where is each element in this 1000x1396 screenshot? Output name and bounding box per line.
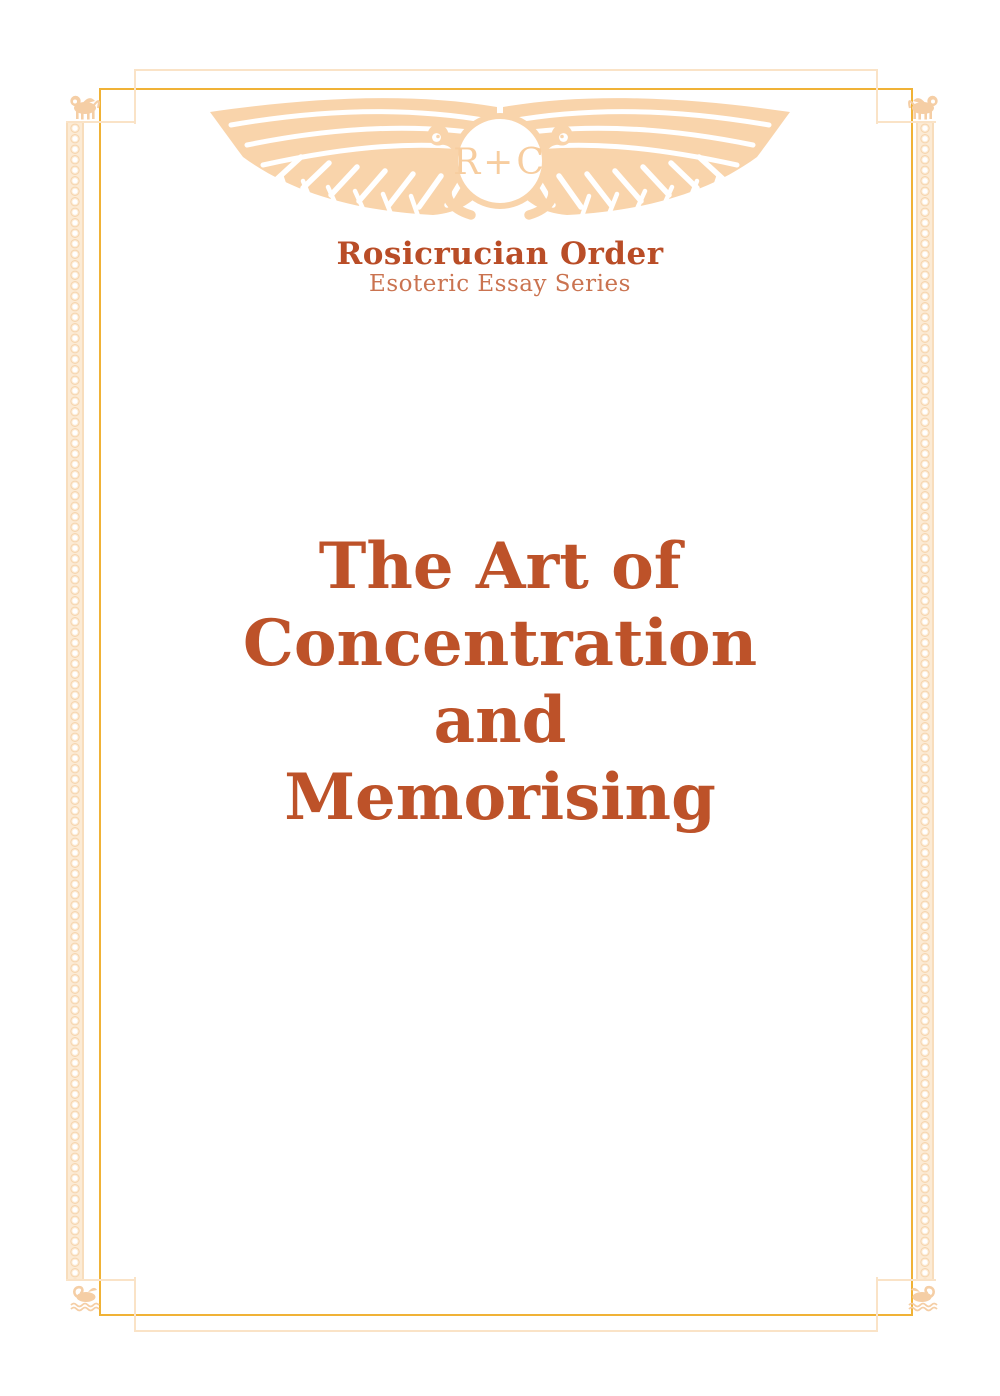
title-line: Concentration <box>242 606 758 681</box>
organization-name: Rosicrucian Order <box>336 236 664 272</box>
sphinx-motif-icon <box>68 91 102 121</box>
title-line: Memorising <box>284 760 716 835</box>
faint-corner-stub <box>134 1277 136 1332</box>
emblem-monogram: R+C <box>453 142 547 183</box>
swan-on-waves-motif-icon <box>68 1282 102 1312</box>
faint-corner-connector <box>66 1279 136 1281</box>
faint-top-rule <box>134 69 878 71</box>
winged-sun-disc-with-twin-serpents-icon <box>205 95 795 229</box>
essay-title <box>0 528 1000 836</box>
faint-corner-connector <box>876 1279 936 1281</box>
faint-corner-stub <box>876 69 878 124</box>
faint-corner-stub <box>876 1277 878 1332</box>
sphinx-motif-icon <box>906 91 940 121</box>
faint-corner-stub <box>134 69 136 124</box>
swan-on-waves-motif-icon <box>906 1282 940 1312</box>
title-line: The Art of <box>318 529 682 604</box>
series-name: Esoteric Essay Series <box>369 271 631 297</box>
faint-bottom-rule <box>134 1330 878 1332</box>
title-line: and <box>433 683 567 758</box>
